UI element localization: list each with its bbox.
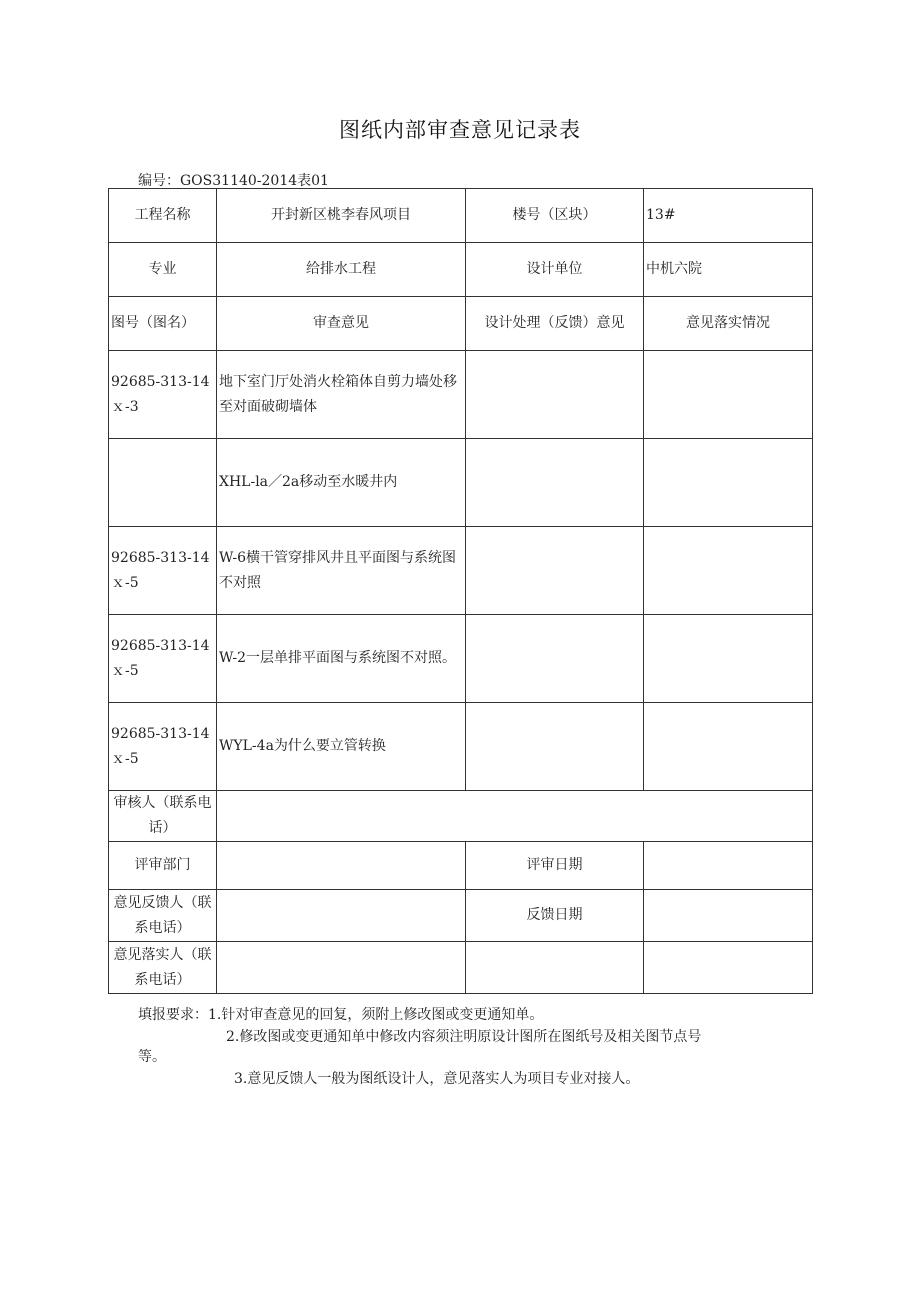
review-dept-label: 评审部门	[109, 842, 217, 890]
implementation-cell[interactable]	[644, 703, 813, 791]
table-row	[109, 439, 813, 527]
page-title: 图纸内部审查意见记录表	[339, 118, 581, 142]
feedback-date-field[interactable]	[644, 890, 813, 942]
review-dept-field[interactable]	[217, 842, 466, 890]
implementation-cell[interactable]	[644, 615, 813, 703]
feedback-person-label: 意见反馈人（联系电话）	[109, 890, 217, 942]
column-header-drawing-no: 图号（图名）	[109, 297, 217, 351]
design-feedback-cell[interactable]	[466, 439, 644, 527]
project-info-row	[109, 189, 813, 243]
reviewer-label: 审核人（联系电话）	[109, 791, 217, 842]
footer-requirement-2: 2.修改图或变更通知单中修改内容须注明原设计图所在图纸号及相关图节点号	[226, 1029, 702, 1045]
feedback-person-row	[109, 890, 813, 942]
reviewer-row	[109, 791, 813, 842]
column-header-design-feedback: 设计处理（反馈）意见	[466, 297, 644, 351]
implementation-cell[interactable]	[644, 439, 813, 527]
table-row	[109, 527, 813, 615]
drawing-number-cell[interactable]: 92685-313-14ｘ-5	[109, 615, 217, 703]
design-unit-value[interactable]: 中机六院	[644, 243, 813, 297]
drawing-number-cell[interactable]	[109, 439, 217, 527]
review-opinion-cell[interactable]: W-6横干管穿排风井且平面图与系统图不对照	[217, 527, 466, 615]
review-opinion-cell[interactable]: XHL-la／2a移动至水暖井内	[217, 439, 466, 527]
building-value[interactable]: 13#	[644, 189, 813, 243]
feedback-person-field[interactable]	[217, 890, 466, 942]
project-name-label: 工程名称	[109, 189, 217, 243]
review-date-field[interactable]	[644, 842, 813, 890]
implementer-extra-cell[interactable]	[644, 942, 813, 994]
footer-requirement-2-cont: 等。	[138, 1049, 166, 1065]
discipline-label: 专业	[109, 243, 217, 297]
drawing-number-cell[interactable]: 92685-313-14ｘ-5	[109, 703, 217, 791]
implementer-field[interactable]	[217, 942, 466, 994]
table-row	[109, 703, 813, 791]
project-name-value[interactable]: 开封新区桃李春风项目	[217, 189, 466, 243]
implementer-extra-cell[interactable]	[466, 942, 644, 994]
implementer-row	[109, 942, 813, 994]
column-header-implementation: 意见落实情况	[644, 297, 813, 351]
document-number: 编号：GOS31140-2014表01	[138, 173, 329, 189]
review-opinion-cell[interactable]: W-2一层单排平面图与系统图不对照。	[217, 615, 466, 703]
implementation-cell[interactable]	[644, 351, 813, 439]
design-feedback-cell[interactable]	[466, 615, 644, 703]
column-header-review-opinion: 审查意见	[217, 297, 466, 351]
review-opinion-cell[interactable]: WYL-4a为什么要立管转换	[217, 703, 466, 791]
design-feedback-cell[interactable]	[466, 351, 644, 439]
table-row	[109, 351, 813, 439]
table-row	[109, 615, 813, 703]
drawing-number-cell[interactable]: 92685-313-14ｘ-5	[109, 527, 217, 615]
implementation-cell[interactable]	[644, 527, 813, 615]
footer-requirement-1: 填报要求：1.针对审查意见的回复，须附上修改图或变更通知单。	[138, 1007, 544, 1023]
design-feedback-cell[interactable]	[466, 703, 644, 791]
implementer-label: 意见落实人（联系电话）	[109, 942, 217, 994]
discipline-row	[109, 243, 813, 297]
building-label: 楼号（区块）	[466, 189, 644, 243]
drawing-number-cell[interactable]: 92685-313-14ｘ-3	[109, 351, 217, 439]
design-feedback-cell[interactable]	[466, 527, 644, 615]
footer-requirement-3: 3.意见反馈人一般为图纸设计人，意见落实人为项目专业对接人。	[234, 1071, 640, 1087]
design-unit-label: 设计单位	[466, 243, 644, 297]
review-dept-row	[109, 842, 813, 890]
discipline-value[interactable]: 给排水工程	[217, 243, 466, 297]
review-date-label: 评审日期	[466, 842, 644, 890]
column-header-row	[109, 297, 813, 351]
review-record-table	[108, 188, 813, 994]
review-opinion-cell[interactable]: 地下室门厅处消火栓箱体自剪力墙处移至对面破砌墙体	[217, 351, 466, 439]
reviewer-field[interactable]	[217, 791, 813, 842]
feedback-date-label: 反馈日期	[466, 890, 644, 942]
